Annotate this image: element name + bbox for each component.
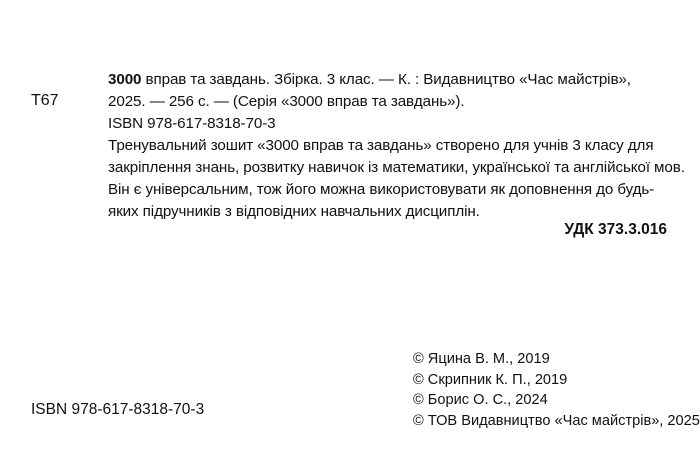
isbn-bottom: ISBN 978-617-8318-70-3 [31, 401, 205, 418]
bib-line-2: 2025. — 256 с. — (Серія «3000 вправ та завдань»). [108, 93, 465, 110]
copyright-list [413, 349, 700, 431]
copyright-line: © ТОВ Видавництво «Час майстрів», 2025 [413, 412, 700, 429]
bib-isbn: ISBN 978-617-8318-70-3 [108, 115, 276, 132]
annotation-line-3: Він є універсальним, тож його можна використовувати як доповнення до будь- [108, 181, 655, 198]
bib-line-1-rest: вправ та завдань. Збірка. 3 клас. — К. : Видавництво «Час майстрів», [141, 71, 631, 88]
copyright-line: © Скрипник К. П., 2019 [413, 371, 568, 388]
udk-code: УДК 373.3.016 [564, 221, 667, 238]
copyright-line: © Борис О. С., 2024 [413, 392, 548, 408]
annotation-line-1: Тренувальний зошит «3000 вправ та завдань» створено для учнів 3 класу для [108, 137, 654, 154]
bibliographic-record [108, 69, 685, 223]
bib-line-1 [108, 69, 668, 91]
annotation-line-4: яких підручників з відповідних навчальних дисциплін. [108, 203, 480, 220]
bib-title-bold: 3000 [108, 71, 142, 88]
copyright-line: © Яцина В. М., 2019 [413, 351, 550, 367]
annotation-line-2: закріплення знань, розвитку навичок із математики, української та англійської мов. [108, 159, 685, 176]
catalog-code: Т67 [31, 92, 59, 109]
